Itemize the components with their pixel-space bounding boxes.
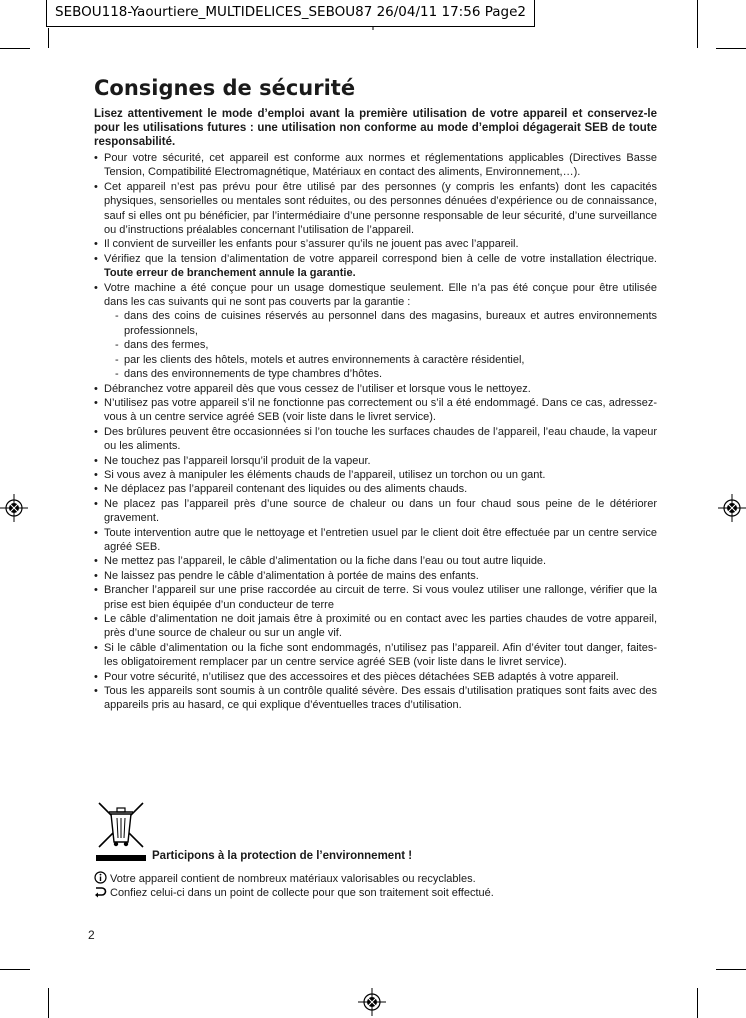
excluded-uses-list — [104, 309, 657, 381]
list-item: • Si vous avez à manipuler les éléments chauds de l’appareil, utilisez un torchon ou un gant. — [94, 468, 657, 482]
print-slug: SEBOU118-Yaourtiere_MULTIDELICES_SEBOU87 26/04/11 17:56 Page2 — [46, 0, 535, 27]
environment-text-1: Votre appareil contient de nombreux matériaux valorisables ou recyclables. — [110, 873, 476, 885]
safety-rules-list — [94, 151, 657, 713]
list-item: • Brancher l’appareil sur une prise raccordée au circuit de terre. Si vous voulez utiliser une rallonge, vérifier que la prise est bien équipée d’un conducteur de terre — [94, 583, 657, 612]
list-item: • Le câble d’alimentation ne doit jamais être à proximité ou en contact avec les parties chaudes de votre appareil, près d’une source de chaleur ou sur un angle vif. — [94, 612, 657, 641]
list-item: • Débranchez votre appareil dès que vous cessez de l’utiliser et lorsque vous le nettoyez. — [94, 382, 657, 396]
environment-line-2 — [94, 885, 494, 899]
list-item: • N’utilisez pas votre appareil s’il ne fonctionne pas correctement ou s’il a été endommagé. Dans ce cas, adressez-vous à un centre service agréé SEB (voir liste dans le livret service). — [94, 396, 657, 425]
registration-mark-icon — [718, 494, 746, 522]
sub-list-item: - dans des environnements de type chambres d’hôtes. — [115, 367, 657, 381]
page-number: 2 — [88, 928, 95, 942]
registration-mark-icon — [358, 988, 386, 1016]
environment-line-1 — [94, 871, 476, 885]
safety-section — [94, 74, 657, 713]
crop-mark — [697, 988, 698, 1018]
list-item: • Si le câble d’alimentation ou la fiche sont endommagés, n’utilisez pas l’appareil. Afin d’éviter tout danger, faites-les obligatoirement remplacer par un centre service agréé SEB (voir liste dans le livret service). — [94, 641, 657, 670]
info-icon — [94, 871, 107, 884]
crop-mark — [716, 48, 746, 49]
sub-list-item: - dans des fermes, — [115, 338, 657, 352]
domestic-use-text: Votre machine a été conçue pour un usage domestique seulement. Elle n’a pas été conçue pour être utilisée dans les cas suivants qui ne sont pas couverts par la garantie : — [104, 281, 657, 309]
list-item: • Tous les appareils sont soumis à un contrôle qualité sévère. Des essais d’utilisation pratiques sont faits avec des appareils pris au hasard, ce qui explique d’éventuelles traces d’utilisation. — [94, 684, 657, 713]
list-item: • Ne laissez pas pendre le câble d’alimentation à portée de mains des enfants. — [94, 569, 657, 583]
warranty-warning: Toute erreur de branchement annule la garantie. — [104, 267, 356, 280]
crop-mark — [0, 48, 30, 49]
crossed-bin-icon — [96, 800, 146, 862]
list-item: • Pour votre sécurité, n’utilisez que des accessoires et des pièces détachées SEB adaptés à votre appareil. — [94, 670, 657, 684]
list-item: • Ne mettez pas l’appareil, le câble d’alimentation ou la fiche dans l’eau ou tout autre liquide. — [94, 554, 657, 568]
crop-mark — [48, 28, 49, 48]
environment-title: Participons à la protection de l’environnement ! — [152, 850, 413, 862]
environment-text-2: Confiez celui-ci dans un point de collecte pour que son traitement soit effectué. — [110, 887, 494, 899]
crop-mark — [697, 0, 698, 48]
list-item — [94, 281, 657, 382]
list-item: • Ne déplacez pas l’appareil contenant des liquides ou des aliments chauds. — [94, 482, 657, 496]
list-item: • Des brûlures peuvent être occasionnées si l’on touche les surfaces chaudes de l’appareil, l’eau chaude, la vapeur ou les aliments. — [94, 425, 657, 454]
list-item: • Pour votre sécurité, cet appareil est conforme aux normes et réglementations applicables (Directives Basse Tension, Compatibilité Electromagnétique, Matériaux en contact des aliments, Environnement,…). — [94, 151, 657, 180]
crop-mark — [716, 969, 746, 970]
page-title: Consignes de sécurité — [94, 76, 356, 100]
arrow-icon — [94, 885, 107, 898]
list-item: • Cet appareil n’est pas prévu pour être utilisé par des personnes (y compris les enfants) dont les capacités physiques, sensorielles ou mentales sont réduites, ou des personnes dénuées d’expérience ou de connaissance, sauf si elles ont pu bénéficier, par l’intermédiaire d’une personne responsable de leur sécurité, d’une surveillance ou d’instructions préalables concernant l’utilisation de l’appareil. — [94, 180, 657, 238]
list-item: • Toute intervention autre que le nettoyage et l’entretien usuel par le client doit être effectuée par un centre service agréé SEB. — [94, 526, 657, 555]
sub-list-item: - dans des coins de cuisines réservés au personnel dans des magasins, bureaux et autres environnements professionnels, — [115, 309, 657, 338]
list-item: • Ne placez pas l’appareil près d’une source de chaleur ou dans un four chaud sous peine de le détériorer gravement. — [94, 497, 657, 526]
list-item — [94, 252, 657, 281]
list-item: • Il convient de surveiller les enfants pour s’assurer qu’ils ne jouent pas avec l’appareil. — [94, 237, 657, 251]
registration-mark-icon — [0, 494, 28, 522]
sub-list-item: - par les clients des hôtels, motels et autres environnements à caractère résidentiel, — [115, 353, 657, 367]
tension-text: Vérifiez que la tension d’alimentation de votre appareil correspond bien à celle de votre installation électrique. — [104, 252, 657, 265]
intro-paragraph: Lisez attentivement le mode d’emploi avant la première utilisation de votre appareil et conservez-le pour les utilisations futures : une utilisation non conforme au mode d’emploi dégagerait SEB de toute responsabilité. — [94, 108, 657, 148]
crop-mark — [48, 988, 49, 1018]
crop-mark — [0, 969, 30, 970]
list-item: • Ne touchez pas l’appareil lorsqu’il produit de la vapeur. — [94, 454, 657, 468]
